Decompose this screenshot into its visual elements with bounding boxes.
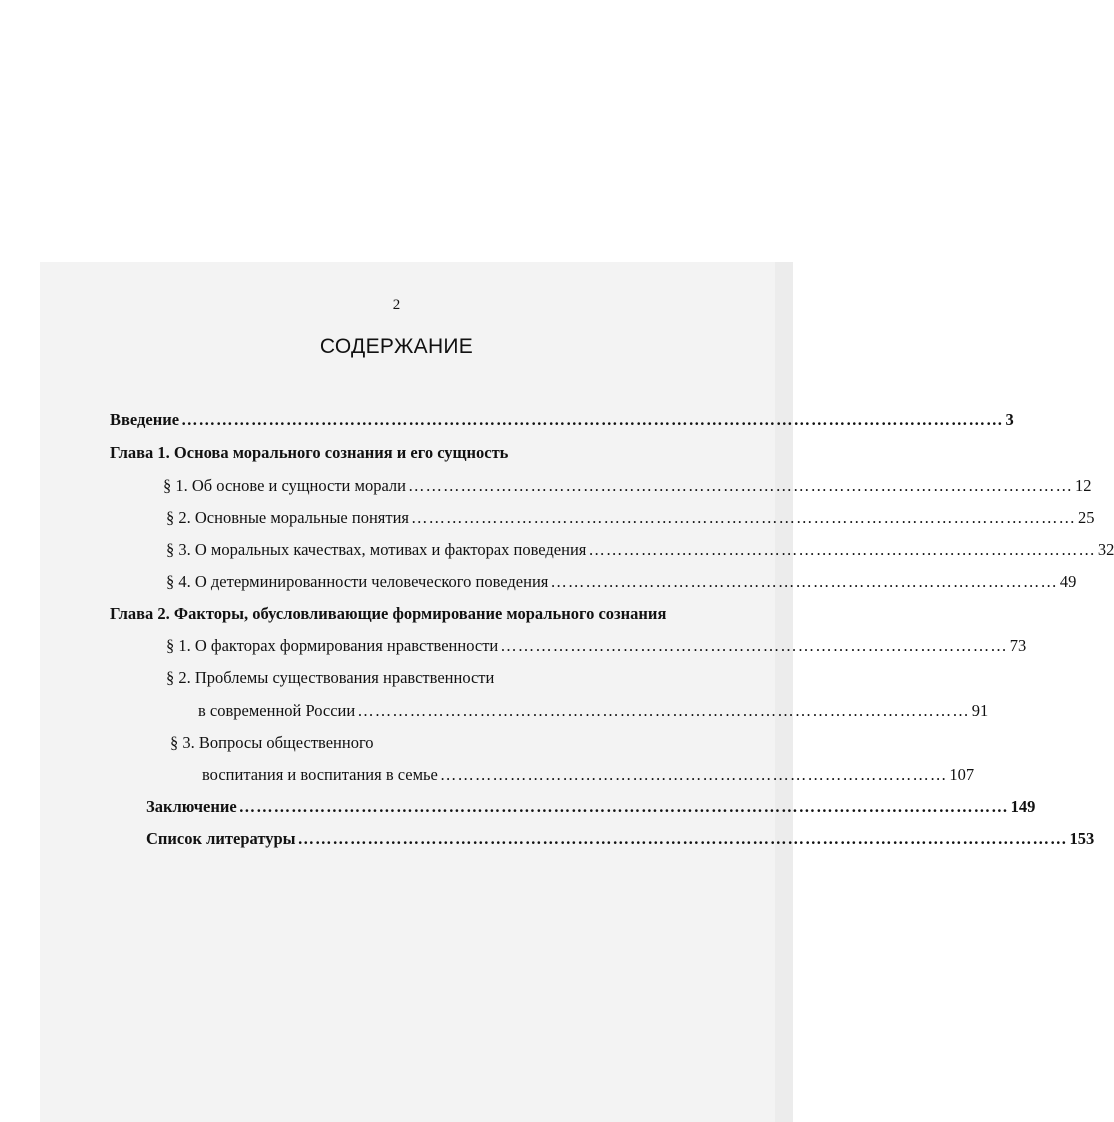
toc-leader-dots: …………………………………………………………………………………………………………………………… [181, 410, 1004, 429]
page-number: 2 [392, 297, 401, 313]
toc-entry-ch1-s3[interactable] [166, 539, 1114, 561]
toc-entry-page: 49 [1059, 572, 1077, 591]
toc-leader-dots: …………………………………………………………………………… [550, 572, 1058, 591]
toc-leader-dots: …………………………………………………………………………………………………… [411, 508, 1077, 527]
toc-entry-title: Заключение [146, 797, 237, 816]
toc-entry-ch2-s3[interactable] [202, 764, 975, 786]
toc-leader-dots: …………………………………………………………………………………………… [357, 701, 970, 720]
toc-entry-ch1-s1[interactable] [163, 475, 1092, 497]
page-title: СОДЕРЖАНИЕ [319, 335, 474, 358]
toc-entry-conclusion[interactable] [146, 796, 1036, 818]
toc-entry-title: § 3. О моральных качествах, мотивах и факторах поведения [166, 540, 587, 559]
toc-leader-dots: …………………………………………………………………………… [500, 636, 1008, 655]
toc-entry-ch2-s2-line1[interactable]: § 2. Проблемы существования нравственности [166, 668, 495, 687]
toc-chapter-2-title[interactable]: Глава 2. Факторы, обусловливающие формирование морального сознания [110, 604, 667, 623]
toc-entry-page: 3 [1005, 410, 1014, 429]
toc-entry-ch2-s1[interactable] [166, 635, 1027, 657]
toc-leader-dots: …………………………………………………………………………… [439, 765, 948, 784]
toc-entry-title: Введение [110, 410, 180, 429]
toc-entry-ch1-s2[interactable] [166, 507, 1095, 529]
toc-leader-dots: …………………………………………………………………………… [588, 540, 1096, 559]
toc-entry-page: 12 [1075, 476, 1092, 495]
toc-entry-page: 25 [1078, 508, 1095, 527]
toc-entry-page: 32 [1097, 540, 1114, 559]
toc-chapter-1-title[interactable]: Глава 1. Основа морального сознания и его сущность [110, 443, 509, 462]
toc-entry-page: 153 [1069, 829, 1095, 848]
toc-entry-page: 73 [1009, 636, 1027, 655]
toc-entry-title: воспитания и воспитания в семье [202, 765, 438, 784]
toc-entry-title: § 2. Основные моральные понятия [166, 508, 410, 527]
toc-entry-page: 149 [1010, 797, 1036, 816]
toc-entry-title: Список литературы [146, 829, 296, 848]
toc-entry-intro[interactable] [110, 409, 1014, 431]
toc-leader-dots: …………………………………………………………………………………………………………………… [238, 797, 1009, 816]
toc-entry-title: § 4. О детерминированности человеческого поведения [166, 572, 549, 591]
toc-entry-bibliography[interactable] [146, 828, 1095, 850]
scan-edge-shadow [775, 262, 793, 1122]
toc-entry-title: § 1. Об основе и сущности морали [163, 476, 406, 495]
scanned-page-background [40, 262, 780, 1122]
toc-entry-page: 91 [971, 701, 989, 720]
toc-entry-ch1-s4[interactable] [166, 571, 1077, 593]
toc-entry-title: § 1. О факторах формирования нравственности [166, 636, 499, 655]
toc-entry-page: 107 [949, 765, 975, 784]
toc-entry-title: в современной России [198, 701, 356, 720]
toc-entry-ch2-s2[interactable] [198, 700, 989, 722]
toc-leader-dots: …………………………………………………………………………………………………… [408, 476, 1073, 495]
toc-leader-dots: …………………………………………………………………………………………………………………… [297, 829, 1068, 848]
toc-entry-ch2-s3-line1[interactable]: § 3. Вопросы общественного [170, 733, 374, 752]
